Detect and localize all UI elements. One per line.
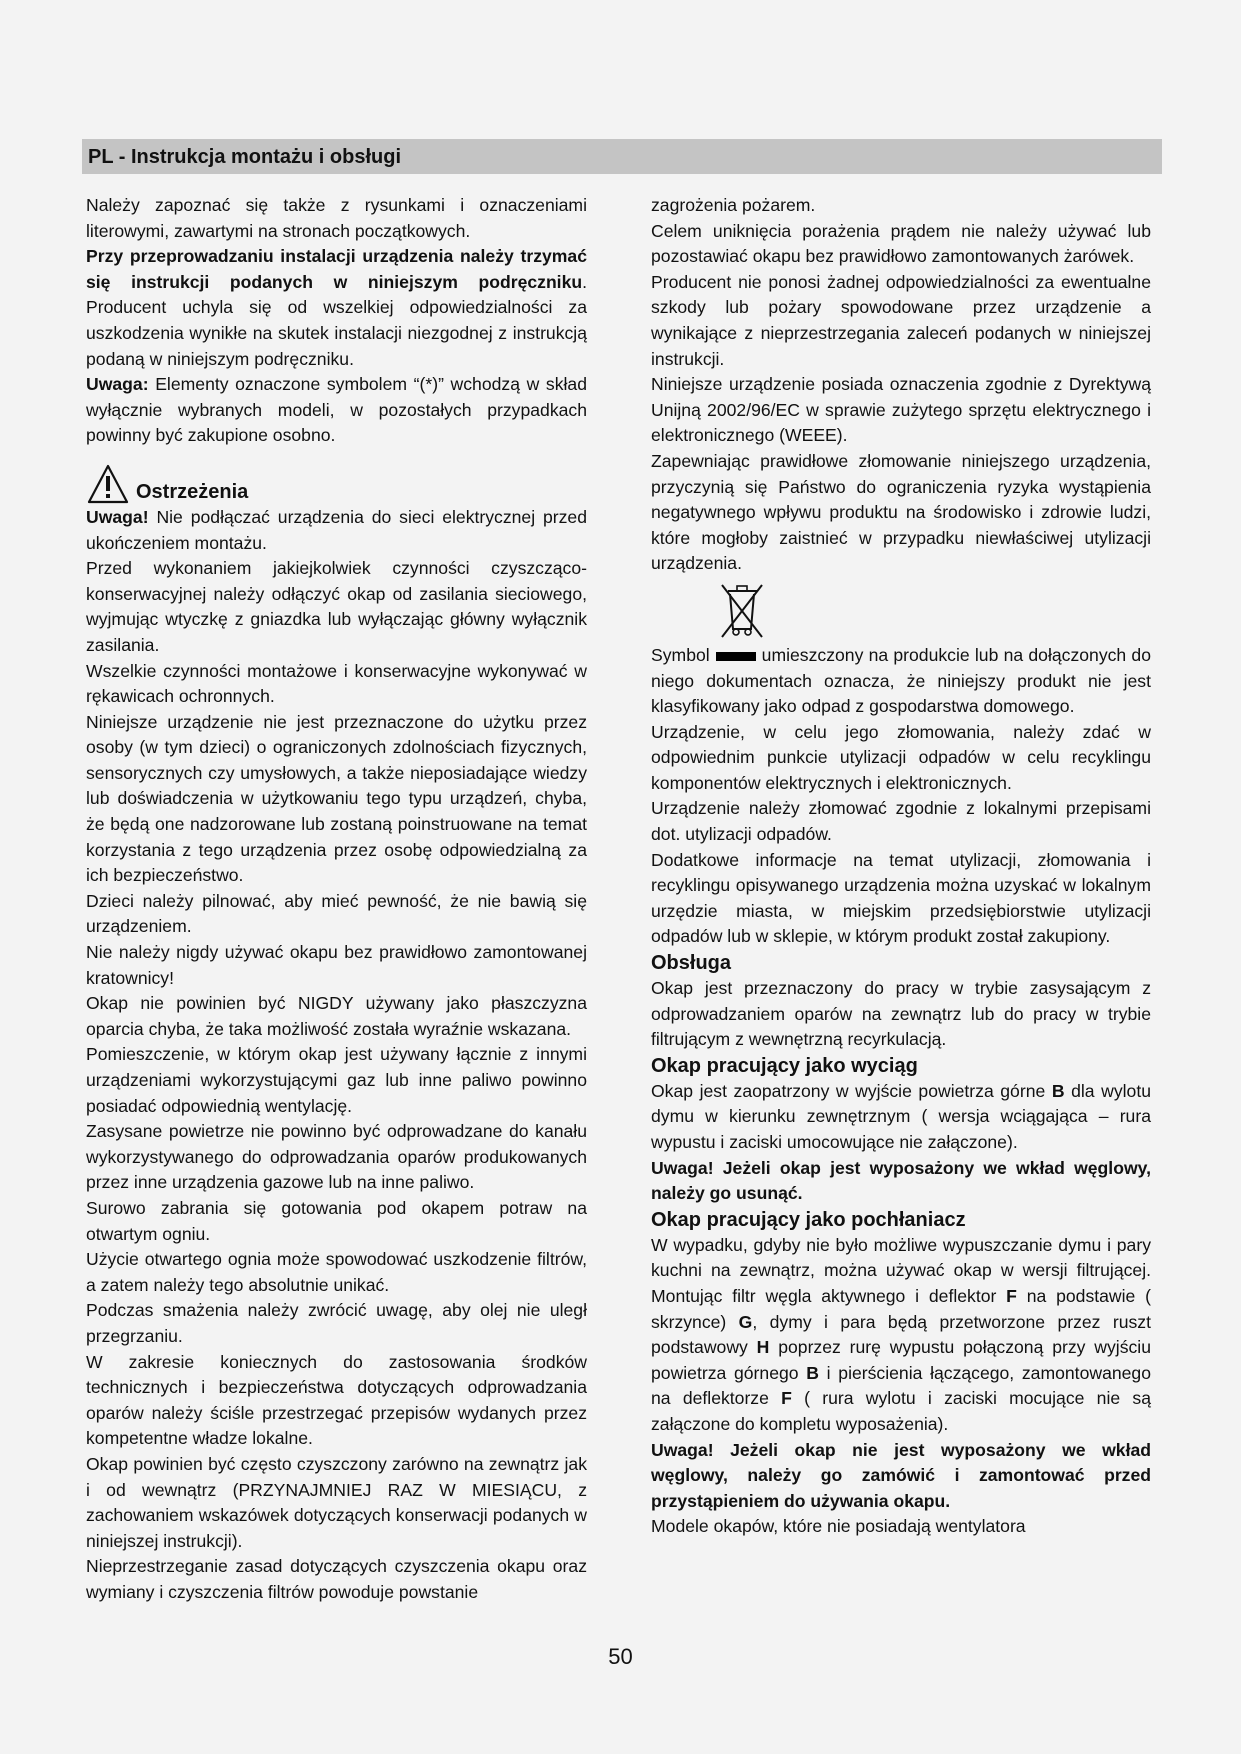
left-paragraph: W zakresie koniecznych do zastosowania środków technicznych i bezpieczeństwa dotyczących odprowadzania oparów należy ściśle przestrzegać przepisów wydanych przez kompetentne władze lokalne.: [86, 1351, 587, 1449]
left-paragraph: Zasysane powietrze nie powinno być odprowadzane do kanału wykorzystywanego do odprowadzania oparów produkowanych przez inne urządzenia gazowe lub na inne paliwo.: [86, 1121, 587, 1193]
absorption-text: na podstawie ( skrzynce): [651, 1285, 1151, 1332]
warning-text: Nie podłączać urządzenia do sieci elektrycznej przed ukończeniem montażu.: [86, 506, 587, 553]
left-paragraph: Surowo zabrania się gotowania pod okapem potraw na otwartym ogniu.: [86, 1197, 587, 1244]
left-paragraph: Pomieszczenie, w którym okap jest używany łącznie z innymi urządzeniami wykorzystującymi gaz lub inne paliwo powinno posiadać odpowiednią wentylację.: [86, 1044, 587, 1116]
install-rest-text: . Producent uchyla się od wszelkiej odpowiedzialności za uszkodzenia wynikłe na skutek instalacji niezgodnej z instrukcją podaną w niniejszym podręczniku.: [86, 271, 587, 369]
right-column: [651, 193, 1151, 1540]
symbol-paragraph: [651, 643, 1151, 720]
label-b: B: [1051, 1080, 1065, 1101]
weee-symbol-wrap: [717, 579, 1151, 643]
absorption-text: i pierścienia łączącego, zamontowanego na deflektorze: [651, 1362, 1151, 1409]
left-paragraph: Nie należy nigdy używać okapu bez prawidłowo zamontowanej kratownicy!: [86, 942, 587, 988]
install-bold-text: Przy przeprowadzaniu instalacji urządzenia należy trzymać się instrukcji podanych w niniejszym podręczniku: [86, 246, 587, 292]
warning-paragraph: [86, 505, 587, 556]
crossed-bin-icon: [717, 579, 767, 641]
label-f: F: [1006, 1285, 1017, 1306]
absorption-text: ( rura wylotu i zaciski mocujące nie są załączone do kompletu wyposażenia).: [651, 1388, 1151, 1434]
extraction-warning: [651, 1156, 1151, 1207]
right-paragraph: Niniejsze urządzenie posiada oznaczenia zgodnie z Dyrektywą Unijną 2002/96/EC w sprawie zużytego sprzętu elektrycznego i elektronicznego (WEEE).: [651, 374, 1151, 446]
black-bar-icon: [716, 652, 756, 661]
extraction-heading: Okap pracujący jako wyciąg: [651, 1054, 918, 1077]
warning-label: Uwaga!: [86, 506, 149, 527]
absorption-text: W wypadku, gdyby nie było możliwe wypuszczanie dymu i pary kuchni na zewnątrz, można używać okap w wersji filtrującej. Montując filtr węgla aktywnego i deflektor: [651, 1234, 1151, 1306]
page-number: 50: [608, 1644, 633, 1669]
label-f: F: [781, 1388, 792, 1409]
extraction-text: Okap jest zaopatrzony w wyjście powietrza górne: [651, 1080, 1052, 1101]
absorption-text: , dymy i para będą przetworzone przez ruszt podstawowy: [651, 1311, 1151, 1358]
left-paragraph: Okap powinien być często czyszczony zarówno na zewnątrz jak i od wewnątrz (PRZYNAJMNIEJ RAZ W MIESIĄCU, z zachowaniem wskazówek dotyczących konserwacji podanych w niniejszej instrukcji).: [86, 1453, 587, 1551]
warning-triangle-icon: [86, 463, 130, 505]
right-paragraph: Urządzenie, w celu jego złomowania, należy zdać w odpowiednim punkcie utylizacji odpadów w celu recyklingu komponentów elektrycznych i elektronicznych.: [651, 721, 1151, 793]
absorption-paragraph: [651, 1233, 1151, 1438]
left-paragraph: Niniejsze urządzenie nie jest przeznaczone do użytku przez osoby (w tym dzieci) o ograniczonych zdolnościach fizycznych, sensorycznych czy umysłowych, a także nieposiadające wiedzy lub doświadczenia w użytkowaniu tego typu urządzeń, chyba, że będą one nadzorowane lub zostaną poinstruowane na temat korzystania z tego urządzenia przez osobę odpowiedzialną za ich bezpieczeństwo.: [86, 711, 587, 886]
label-b: B: [806, 1362, 819, 1383]
absorption-last-line: Modele okapów, które nie posiadają wentylatora: [651, 1516, 1026, 1537]
note-label: Uwaga:: [86, 374, 149, 395]
right-paragraph: Dodatkowe informacje na temat utylizacji, złomowania i recyklingu opisywanego urządzenia można uzyskać w lokalnym urzędzie miasta, w miejskim przedsiębiorstwie utylizacji odpadów lub w sklepie, w którym produkt został zakupiony.: [651, 849, 1151, 947]
note-text: Elementy oznaczone symbolem “(*)” wchodzą w skład wyłącznie wybranych modeli, w pozostałych przypadkach powinny być zakupione osobno.: [86, 374, 587, 446]
operation-heading: Obsługa: [651, 952, 732, 975]
right-paragraph: Producent nie ponosi żadnej odpowiedzialności za ewentualne szkody lub pożary spowodowane przez urządzenie a wynikające z nieprzestrzegania zaleceń podanych w niniejszej instrukcji.: [651, 271, 1151, 369]
left-paragraph: Wszelkie czynności montażowe i konserwacyjne wykonywać w rękawicach ochronnych.: [86, 660, 587, 707]
left-paragraph: Okap nie powinien być NIGDY używany jako płaszczyzna oparcia chyba, że taka możliwość została wyraźnie wskazana.: [86, 993, 587, 1039]
left-paragraph: Nieprzestrzeganie zasad dotyczących czyszczenia okapu oraz wymiany i czyszczenia filtrów powoduje powstanie: [86, 1556, 587, 1602]
warnings-heading-row: [86, 459, 587, 505]
left-paragraph: Użycie otwartego ognia może spowodować uszkodzenie filtrów, a zatem należy tego absolutnie unikać.: [86, 1249, 587, 1295]
page-title: PL - Instrukcja montażu i obsługi: [88, 146, 401, 168]
warnings-heading: Ostrzeżenia: [136, 480, 249, 503]
symbol-prefix: Symbol: [651, 644, 710, 665]
right-paragraph: Zapewniając prawidłowe złomowanie niniejszego urządzenia, przyczynią się Państwo do ograniczenia ryzyka wystąpienia negatywnego wpływu produktu na środowisko i zdrowie ludzi, które mogłoby zaistnieć w przypadku niewłaściwej utylizacji urządzenia.: [651, 450, 1151, 574]
absorption-warning-text: Uwaga! Jeżeli okap nie jest wyposażony we wkład węglowy, należy go zamówić i zamontować przed przystąpieniem do używania okapu.: [651, 1439, 1151, 1511]
extraction-warning-text: Uwaga! Jeżeli okap jest wyposażony we wkład węglowy, należy go usunąć.: [651, 1157, 1151, 1204]
left-paragraph: Przed wykonaniem jakiejkolwiek czynności czyszcząco-konserwacyjnej należy odłączyć okap od zasilania sieciowego, wyjmując wtyczkę z gniazdka lub wyłączając główny wyłącznik zasilania.: [86, 558, 587, 655]
label-g: G: [738, 1311, 753, 1332]
right-paragraph: Celem uniknięcia porażenia prądem nie należy używać lub pozostawiać okapu bez prawidłowo zamontowanych żarówek.: [651, 220, 1151, 267]
operation-paragraph: Okap jest przeznaczony do pracy w trybie zasysającym z odprowadzaniem oparów na zewnątrz lub do pracy w trybie filtrującym z wewnętrzną recyrkulacją.: [651, 978, 1151, 1050]
note-paragraph: [86, 372, 587, 449]
label-h: H: [756, 1337, 770, 1358]
right-paragraph: Urządzenie należy złomować zgodnie z lokalnymi przepisami dot. utylizacji odpadów.: [651, 798, 1151, 845]
absorption-warning: [651, 1438, 1151, 1515]
extraction-text: dla wylotu dymu w kierunku zewnętrznym ( wersja wciągająca – rura wypustu i zaciski umocowujące nie załączone).: [651, 1080, 1151, 1152]
right-paragraph: zagrożenia pożarem.: [651, 195, 816, 215]
section-header-bar: [82, 139, 1162, 174]
left-paragraph: Dzieci należy pilnować, aby mieć pewność, że nie bawią się urządzeniem.: [86, 890, 587, 937]
extraction-paragraph: [651, 1079, 1151, 1156]
symbol-text: umieszczony na produkcie lub na dołączonych do niego dokumentach oznacza, że niniejszy produkt nie jest klasyfikowany jako odpad z gospodarstwa domowego.: [651, 644, 1151, 717]
left-column: [86, 193, 587, 1605]
install-paragraph: [86, 244, 587, 372]
absorption-heading: Okap pracujący jako pochłaniacz: [651, 1208, 966, 1231]
intro-paragraph: Należy zapoznać się także z rysunkami i oznaczeniami literowymi, zawartymi na stronach początkowych.: [86, 195, 587, 241]
absorption-text: poprzez rurę wypustu połączoną przy wyjściu powietrza górnego: [651, 1337, 1151, 1383]
left-paragraph: Podczas smażenia należy zwrócić uwagę, aby olej nie uległ przegrzaniu.: [86, 1300, 587, 1346]
